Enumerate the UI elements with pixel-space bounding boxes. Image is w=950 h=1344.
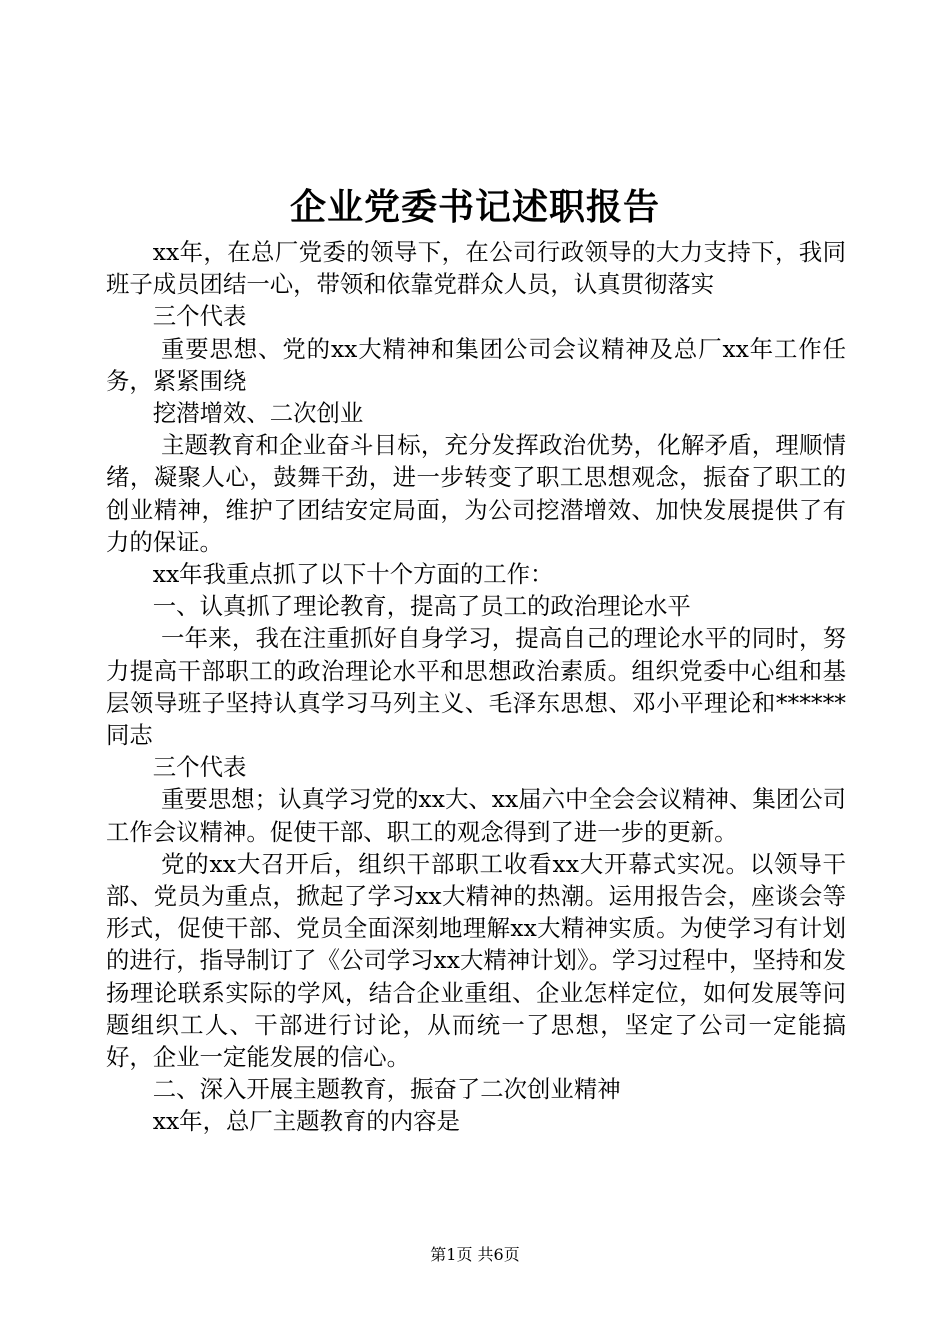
paragraph: 重要思想、党的xx大精神和集团公司会议精神及总厂xx年工作任务，紧紧围绕 bbox=[106, 334, 846, 395]
paragraph: 党的xx大召开后，组织干部职工收看xx大开幕式实况。以领导干部、党员为重点，掀起了学习xx大精神的热潮。运用报告会，座谈会等形式，促使干部、党员全面深刻地理解xx大精神实质。为使学习有计划的进行，指导制订了《公司学习xx大精神计划》。学习过程中，坚持和发扬理论联系实际的学风，结合企业重组、企业怎样定位，如何发展等问题组织工人、干部进行讨论，从而统一了思想，坚定了公司一定能搞好，企业一定能发展的信心。 bbox=[106, 849, 846, 1072]
paragraph: 二、深入开展主题教育，振奋了二次创业精神 bbox=[152, 1075, 621, 1104]
page-number-footer: 第1页 共6页 bbox=[430, 1245, 520, 1264]
paragraph: 三个代表 bbox=[152, 753, 247, 782]
paragraph: 主题教育和企业奋斗目标，充分发挥政治优势，化解矛盾，理顺情绪，凝聚人心，鼓舞干劲，进一步转变了职工思想观念，振奋了职工的创业精神，维护了团结安定局面，为公司挖潜增效、加快发展提供了有力的保证。 bbox=[106, 431, 846, 556]
paragraph: xx年，总厂主题教育的内容是 bbox=[152, 1107, 460, 1136]
paragraph: 三个代表 bbox=[152, 302, 247, 331]
paragraph: 一、认真抓了理论教育，提高了员工的政治理论水平 bbox=[152, 592, 691, 621]
document-body bbox=[106, 236, 846, 1138]
document-title: 企业党委书记述职报告 bbox=[289, 186, 660, 228]
paragraph: 重要思想；认真学习党的xx大、xx届六中全会会议精神、集团公司工作会议精神。促使干部、职工的观念得到了进一步的更新。 bbox=[106, 785, 846, 846]
paragraph: xx年我重点抓了以下十个方面的工作： bbox=[152, 560, 554, 589]
paragraph: 挖潜增效、二次创业 bbox=[152, 399, 364, 428]
paragraph: xx年，在总厂党委的领导下，在公司行政领导的大力支持下，我同班子成员团结一心，带领和依靠党群众人员，认真贯彻落实 bbox=[106, 238, 846, 299]
paragraph: 一年来，我在注重抓好自身学习，提高自己的理论水平的同时，努力提高干部职工的政治理论水平和思想政治素质。组织党委中心组和基层领导班子坚持认真学习马列主义、毛泽东思想、邓小平理论和******同志 bbox=[106, 624, 846, 750]
